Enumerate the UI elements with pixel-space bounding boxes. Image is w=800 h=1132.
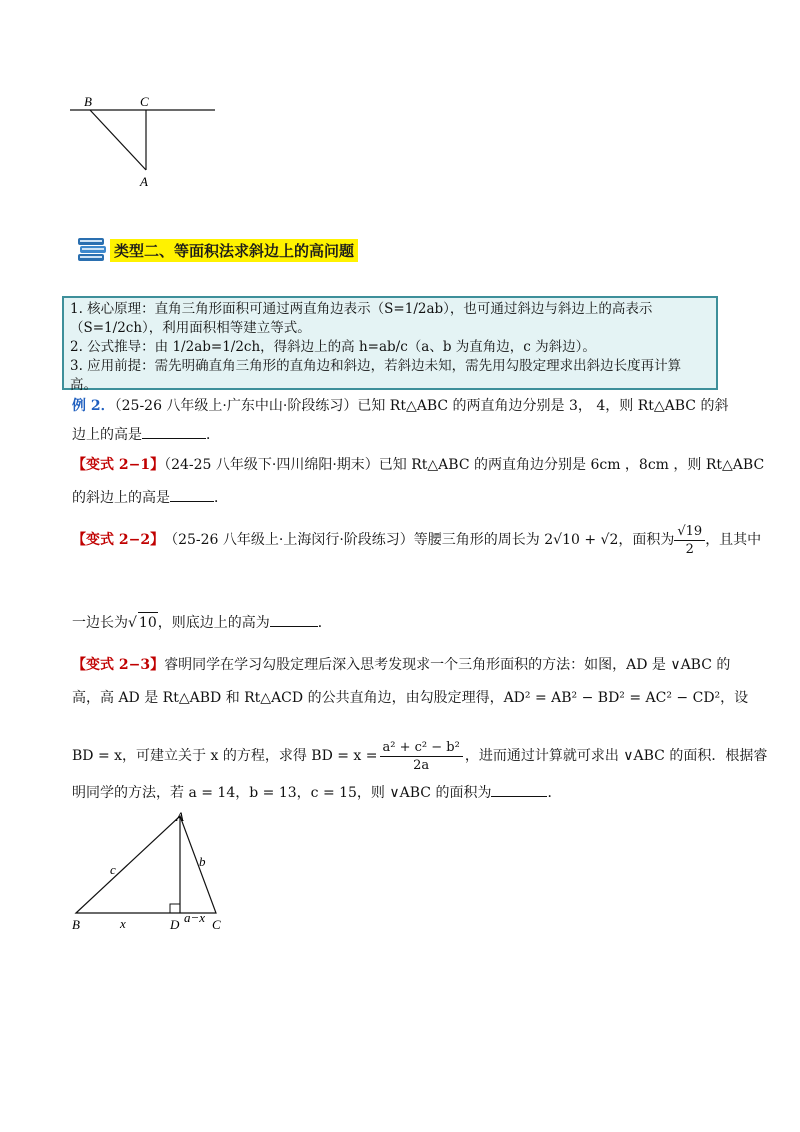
books-stack-icon	[76, 236, 108, 264]
answer-blank[interactable]	[491, 782, 547, 797]
variant-text: ，且其中	[705, 532, 762, 548]
sqrt-radicand: 10	[138, 612, 158, 633]
fraction-denominator: 2	[685, 541, 694, 557]
variant-text: 一边长为	[72, 615, 128, 631]
variant-2-1	[72, 455, 764, 475]
variant-text: 的斜边上的高是	[72, 490, 170, 506]
label-a-minus-x: a−x	[184, 910, 206, 925]
variant-tag: 【变式 2−1】	[72, 457, 165, 473]
label-C: C	[140, 94, 149, 109]
period: ．	[206, 427, 220, 443]
fraction-denominator: 2a	[413, 757, 430, 773]
variant-text: （25-26 八年级上·上海闵行·阶段练习）等腰三角形的周长为 2√10 + √2，面积为	[164, 532, 675, 548]
period: ．	[317, 615, 332, 631]
top-triangle-diagram	[60, 92, 230, 192]
label-B: B	[84, 94, 92, 109]
principles-box	[62, 296, 718, 393]
label-b: b	[199, 854, 206, 869]
example-text: 边上的高是	[72, 427, 142, 443]
label-D: D	[170, 917, 180, 932]
answer-blank[interactable]	[270, 612, 318, 627]
principle-line: （S=1/2ch），利用面积相等建立等式。	[70, 320, 311, 336]
example-text: （25-26 八年级上·广东中山·阶段练习）已知 Rt△ABC 的两直角边分别是 3， 4，则 Rt△ABC 的斜	[114, 398, 729, 414]
label-A: A	[140, 174, 148, 189]
variant-text: （24-25 八年级下·四川绵阳·期末）已知 Rt△ABC 的两直角边分别是 6cm ，8cm ，则 Rt△ABC	[164, 457, 765, 473]
example-2-line2	[72, 424, 220, 445]
variant-2-2	[72, 520, 761, 560]
fraction-numerator: a² + c² − b²	[380, 739, 463, 757]
variant-2-3-line4	[72, 782, 561, 803]
section-title: 类型二、等面积法求斜边上的高问题	[110, 239, 358, 262]
example-tag: 例 2．	[72, 398, 115, 414]
label-x: x	[120, 916, 126, 931]
variant-text: 睿明同学在学习勾股定理后深入思考发现求一个三角形面积的方法：如图，AD 是 ∨ABC 的	[164, 657, 731, 673]
variant-2-2-line2	[72, 612, 332, 633]
variant-tag: 【变式 2−3】	[72, 657, 165, 673]
bottom-triangle-diagram	[66, 808, 236, 936]
variant-text: 高，高 AD 是 Rt△ABD 和 Rt△ACD 的公共直角边，由勾股定理得，AD² = AB² − BD² = AC² − CD²，设	[72, 690, 749, 706]
principle-line: 高。	[70, 377, 97, 393]
answer-blank[interactable]	[142, 424, 206, 439]
section-heading	[76, 236, 358, 264]
principle-line: 1. 核心原理：直角三角形面积可通过两直角边表示（S=1/2ab），也可通过斜边与斜边上的高表示	[70, 301, 653, 317]
label-C: C	[212, 917, 221, 932]
principle-line: 3. 应用前提：需先明确直角三角形的直角边和斜边，若斜边未知，需先用勾股定理求出斜边长度再计算	[70, 358, 682, 374]
label-c: c	[110, 862, 116, 877]
variant-2-3-line2	[72, 688, 748, 708]
sqrt-symbol: √	[128, 615, 137, 631]
variant-2-3	[72, 655, 730, 675]
variant-2-3-line3	[72, 736, 767, 776]
variant-text: ，进而通过计算就可求出 ∨ABC 的面积．根据睿	[464, 748, 768, 764]
label-A: A	[176, 809, 184, 824]
period: ．	[547, 785, 562, 801]
variant-text: ，则底边上的高为	[157, 615, 270, 631]
label-B: B	[72, 917, 80, 932]
area-fraction	[674, 523, 705, 558]
principle-line: 2. 公式推导：由 1/2ab=1/2ch，得斜边上的高 h=ab/c（a、b 为直角边，c 为斜边）。	[70, 339, 596, 355]
example-2	[72, 396, 728, 416]
variant-tag: 【变式 2−2】	[72, 532, 165, 548]
variant-2-1-line2	[72, 487, 228, 508]
bd-fraction	[380, 739, 463, 774]
fraction-numerator: √19	[674, 523, 705, 541]
period: ．	[214, 490, 228, 506]
answer-blank[interactable]	[170, 487, 214, 502]
variant-text: BD = x，可建立关于 x 的方程，求得 BD = x =	[72, 748, 378, 764]
variant-text: 明同学的方法，若 a = 14，b = 13，c = 15，则 ∨ABC 的面积为	[72, 785, 492, 801]
